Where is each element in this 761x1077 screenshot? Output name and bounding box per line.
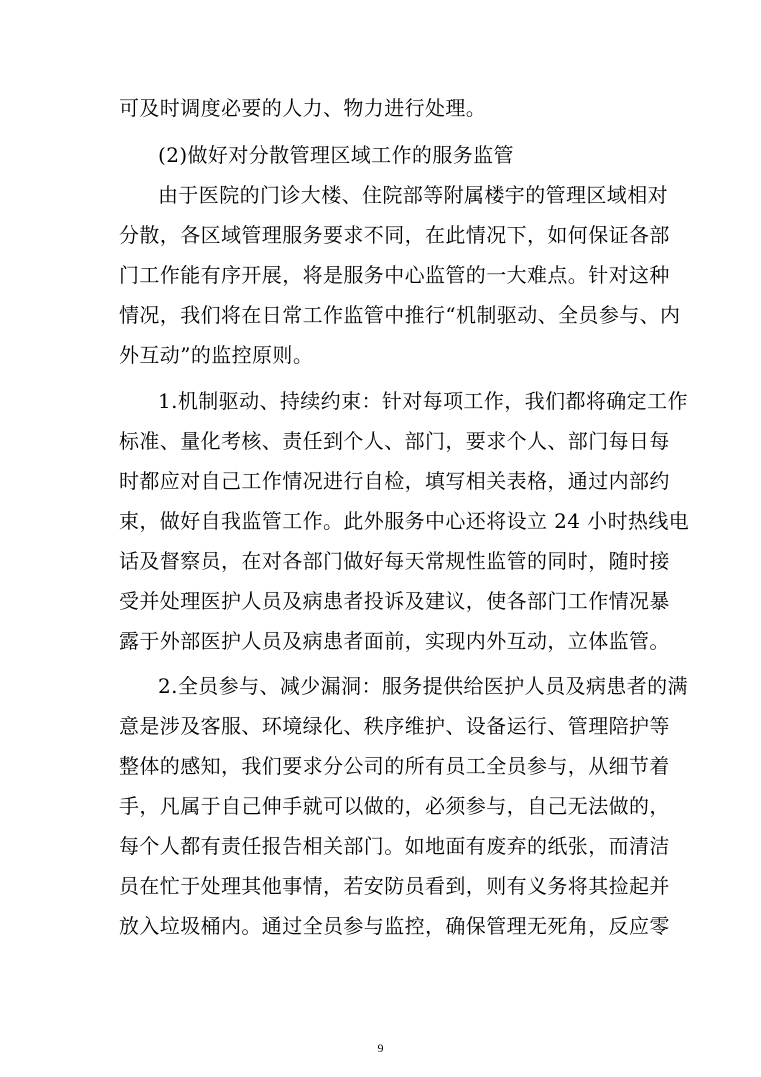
text-line-5: 门工作能有序开展，将是服务中心监管的一大难点。针对这种: [119, 263, 670, 287]
text-line-20: 员在忙于处理其他事情，若安防员看到，则有义务将其捡起并: [119, 874, 670, 898]
text-line-8: 1.机制驱动、持续约束：针对每项工作，我们都将确定工作: [158, 389, 688, 413]
text-line-17: 整体的感知，我们要求分公司的所有员工全员参与，从细节着: [119, 754, 670, 778]
text-line-7: 外互动”的监控原则。: [119, 343, 314, 367]
text-line-4: 分散，各区域管理服务要求不同，在此情况下，如何保证各部: [119, 223, 670, 247]
text-line-10: 时都应对自己工作情况进行自检，填写相关表格，通过内部约: [119, 469, 670, 493]
text-line-11: 束，做好自我监管工作。此外服务中心还将设立 24 小时热线电: [119, 509, 690, 533]
text-line-13: 受并处理医护人员及病患者投诉及建议，使各部门工作情况暴: [119, 589, 670, 613]
text-line-14: 露于外部医护人员及病患者面前，实现内外互动，立体监管。: [119, 629, 670, 653]
text-line-18: 手，凡属于自己伸手就可以做的，必须参与，自己无法做的，: [119, 794, 670, 818]
text-line-6: 情况，我们将在日常工作监管中推行“机制驱动、全员参与、内: [119, 303, 681, 327]
section-heading: (2)做好对分散管理区域工作的服务监管: [158, 143, 514, 167]
text-line-9: 标准、量化考核、责任到个人、部门，要求个人、部门每日每: [119, 429, 670, 453]
text-line-21: 放入垃圾桶内。通过全员参与监控，确保管理无死角，反应零: [119, 914, 670, 938]
text-line-15: 2.全员参与、减少漏洞：服务提供给医护人员及病患者的满: [158, 674, 688, 698]
text-line-3: 由于医院的门诊大楼、住院部等附属楼宇的管理区域相对: [158, 183, 668, 207]
text-line-19: 每个人都有责任报告相关部门。如地面有废弃的纸张，而清洁: [119, 834, 670, 858]
page-number: 9: [377, 1041, 384, 1055]
text-line-16: 意是涉及客服、环境绿化、秩序维护、设备运行、管理陪护等: [119, 714, 670, 738]
text-line-1: 可及时调度必要的人力、物力进行处理。: [119, 96, 487, 120]
text-line-12: 话及督察员，在对各部门做好每天常规性监管的同时，随时接: [119, 549, 670, 573]
